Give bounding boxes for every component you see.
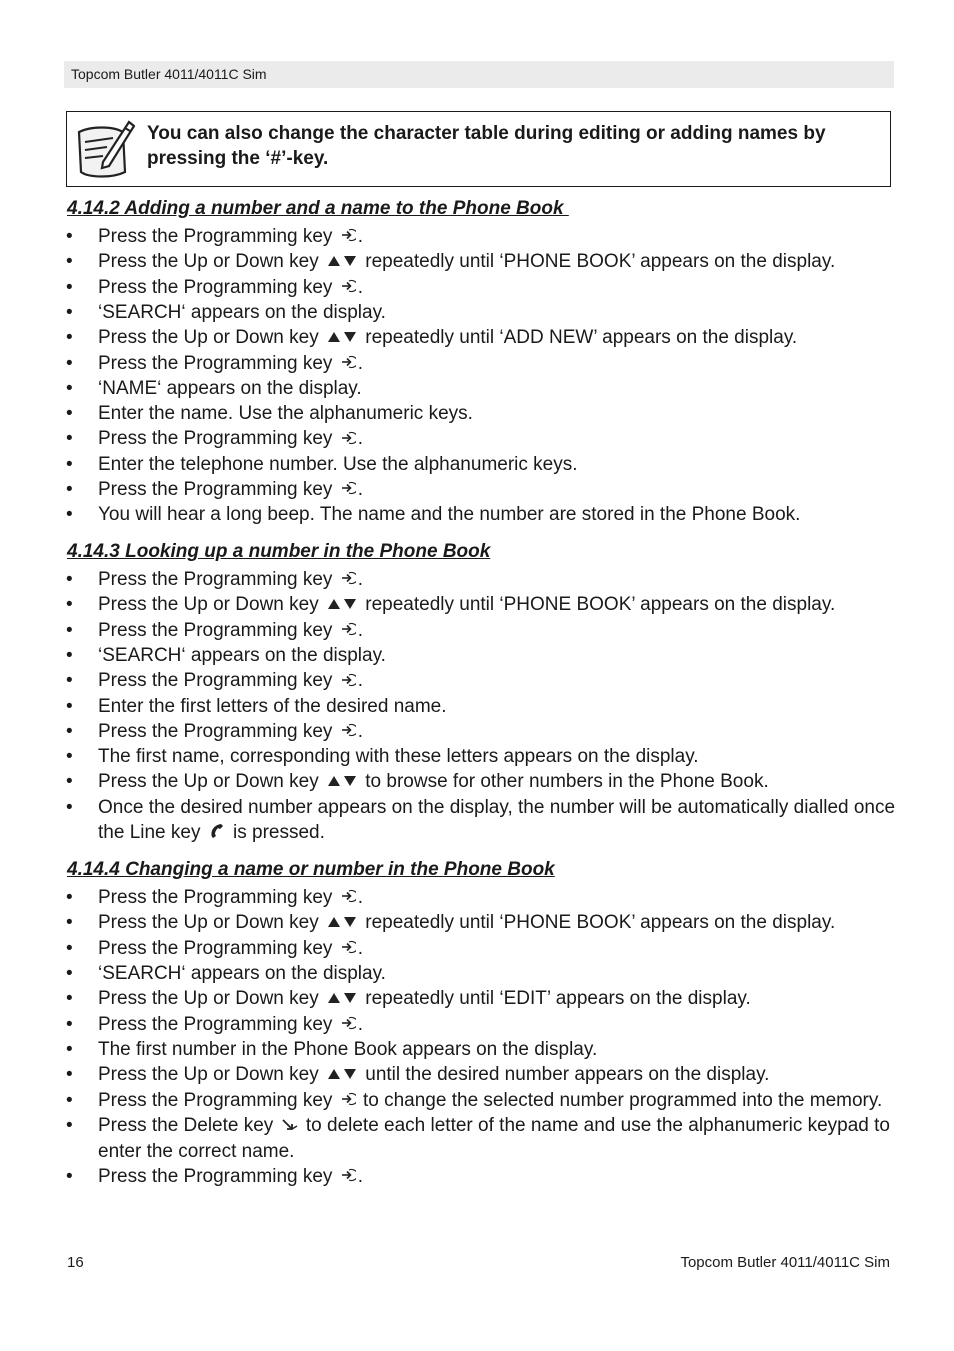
bullet: • [66,1039,73,1061]
list-item [0,401,898,426]
page-number: 16 [67,1254,84,1271]
item-text: Press the Programming key [98,619,338,641]
page-header [64,61,894,88]
item-text: . [357,1013,363,1035]
item-text: ‘NAME‘ appears on the display. [98,378,362,400]
programming-key-icon [340,351,356,376]
programming-key-icon [340,669,356,694]
list-item [0,1037,898,1062]
bullet: • [66,988,73,1010]
steps-list-changing [0,885,898,1189]
item-text: to browse for other numbers in the Phone Book. [359,771,769,793]
item-text: Once the desired number appears on the display, the number will be automatically dialled once the Line key [98,796,896,843]
item-text: ‘SEARCH‘ appears on the display. [98,963,386,985]
bullet: • [66,327,73,349]
bullet: • [66,720,73,742]
steps-list-adding [0,224,898,527]
bullet: • [66,887,73,908]
section-title-looking-up: 4.14.3 Looking up a number in the Phone Book [67,541,491,562]
list-item [0,668,898,693]
bullet: • [66,695,73,717]
item-text: Press the Up or Down key [98,1064,324,1086]
bullet: • [66,963,73,985]
programming-key-icon [340,1012,356,1037]
notepad-pencil-icon [73,118,135,182]
item-text: Press the Up or Down key [98,912,324,934]
bullet: • [66,1115,73,1137]
list-item [0,936,898,961]
list-item [0,592,898,617]
programming-key-icon [340,477,356,502]
list-item [0,249,898,274]
item-text: Press the Programming key [98,569,338,590]
list-item [0,351,898,376]
list-item [0,694,898,719]
bullet: • [66,251,73,273]
item-text: repeatedly until ‘PHONE BOOK’ appears on the display. [359,594,836,616]
list-item [0,325,898,350]
item-text: Press the Up or Down key [98,251,324,273]
item-text: You will hear a long beep. The name and the number are stored in the Phone Book. [98,504,801,526]
line-key-icon [208,820,226,845]
item-text: repeatedly until ‘EDIT’ appears on the display. [359,988,751,1010]
list-item [0,643,898,668]
list-item [0,275,898,300]
item-text: Press the Programming key [98,276,338,298]
item-text: repeatedly until ‘PHONE BOOK’ appears on the display. [359,251,836,273]
item-text: Enter the telephone number. Use the alphanumeric keys. [98,453,578,475]
bullet: • [66,594,73,616]
item-text: Press the Programming key [98,670,338,692]
item-text: Press the Programming key [98,937,338,959]
item-text: Press the Programming key [98,1089,338,1111]
up-down-arrows-icon [326,593,358,618]
bullet: • [66,352,73,374]
bullet: • [66,796,73,818]
bullet: • [66,478,73,500]
note-text: You can also change the character table during editing or adding names by pressing the ‘#’-key. [147,123,826,169]
section-title-changing: 4.14.4 Changing a name or number in the Phone Book [67,859,555,880]
programming-key-icon [340,1164,356,1189]
item-text: . [357,619,363,641]
item-text: repeatedly until ‘PHONE BOOK’ appears on the display. [359,912,836,934]
steps-list-looking-up [0,567,898,845]
list-item [0,986,898,1011]
programming-key-icon [340,885,356,910]
item-text: Enter the first letters of the desired name. [98,695,447,717]
list-item [0,769,898,794]
programming-key-icon [340,567,356,592]
item-text: Press the Programming key [98,1013,338,1035]
item-text: to delete each letter of the name and use the alphanumeric keypad to enter the correct name. [98,1115,890,1162]
item-text: The first name, corresponding with these letters appears on the display. [98,746,699,768]
item-text: . [357,887,363,908]
header-title: Topcom Butler 4011/4011C Sim [71,66,267,82]
item-text: . [357,720,363,742]
up-down-arrows-icon [326,987,358,1012]
bullet: • [66,1165,73,1187]
up-down-arrows-icon [326,911,358,936]
programming-key-icon [340,936,356,961]
programming-key-icon [340,719,356,744]
item-text: Press the Programming key [98,226,338,247]
item-text: . [357,226,363,247]
item-text: is pressed. [227,821,325,843]
bullet: • [66,746,73,768]
bullet: • [66,378,73,400]
bullet: • [66,1064,73,1086]
item-text: . [357,937,363,959]
bullet: • [66,670,73,692]
list-item [0,1012,898,1037]
up-down-arrows-icon [326,326,358,351]
item-text: . [357,569,363,590]
list-item [0,719,898,744]
note-box [66,111,891,187]
programming-key-icon [340,275,356,300]
bullet: • [66,1013,73,1035]
item-text: Press the Programming key [98,478,338,500]
programming-key-icon [340,427,356,452]
item-text: . [357,276,363,298]
bullet: • [66,504,73,526]
bullet: • [66,403,73,425]
up-down-arrows-icon [326,250,358,275]
item-text: . [357,1165,363,1187]
bullet: • [66,645,73,667]
list-item [0,1113,898,1163]
bullet: • [66,428,73,450]
list-item [0,961,898,986]
item-text: Press the Up or Down key [98,988,324,1010]
list-item [0,452,898,477]
item-text: Press the Delete key [98,1115,279,1137]
list-item [0,885,898,910]
programming-key-icon [340,224,356,249]
list-item [0,502,898,527]
section-title-adding: 4.14.2 Adding a number and a name to the Phone Book [67,198,569,219]
bullet: • [66,1089,73,1111]
bullet: • [66,912,73,934]
list-item [0,426,898,451]
list-item [0,795,898,845]
bullet: • [66,302,73,324]
item-text: . [357,670,363,692]
footer-title: Topcom Butler 4011/4011C Sim [680,1254,890,1271]
list-item [0,477,898,502]
item-text: . [357,478,363,500]
list-item [0,910,898,935]
list-item [0,567,898,592]
item-text: ‘SEARCH‘ appears on the display. [98,645,386,667]
programming-key-icon [340,1088,356,1113]
bullet: • [66,771,73,793]
item-text: Press the Up or Down key [98,771,324,793]
item-text: Press the Programming key [98,887,338,908]
item-text: Press the Programming key [98,352,338,374]
bullet: • [66,453,73,475]
item-text: Enter the name. Use the alphanumeric keys. [98,403,473,425]
item-text: Press the Programming key [98,1165,338,1187]
item-text: The first number in the Phone Book appears on the display. [98,1039,598,1061]
list-item [0,744,898,769]
bullet: • [66,226,73,247]
item-text: Press the Up or Down key [98,594,324,616]
item-text: . [357,352,363,374]
item-text: Press the Up or Down key [98,327,324,349]
item-text: Press the Programming key [98,720,338,742]
item-text: to change the selected number programmed into the memory. [357,1089,883,1111]
up-down-arrows-icon [326,770,358,795]
bullet: • [66,619,73,641]
item-text: until the desired number appears on the display. [359,1064,770,1086]
bullet: • [66,937,73,959]
item-text: Press the Programming key [98,428,338,450]
list-item [0,224,898,249]
list-item [0,1062,898,1087]
up-down-arrows-icon [326,1063,358,1088]
item-text: ‘SEARCH‘ appears on the display. [98,302,386,324]
list-item [0,1088,898,1113]
item-text: . [357,428,363,450]
list-item [0,376,898,401]
list-item [0,1164,898,1189]
item-text: repeatedly until ‘ADD NEW’ appears on the display. [359,327,798,349]
delete-key-icon [281,1114,299,1139]
list-item [0,618,898,643]
list-item [0,300,898,325]
programming-key-icon [340,618,356,643]
bullet: • [66,276,73,298]
bullet: • [66,569,73,590]
